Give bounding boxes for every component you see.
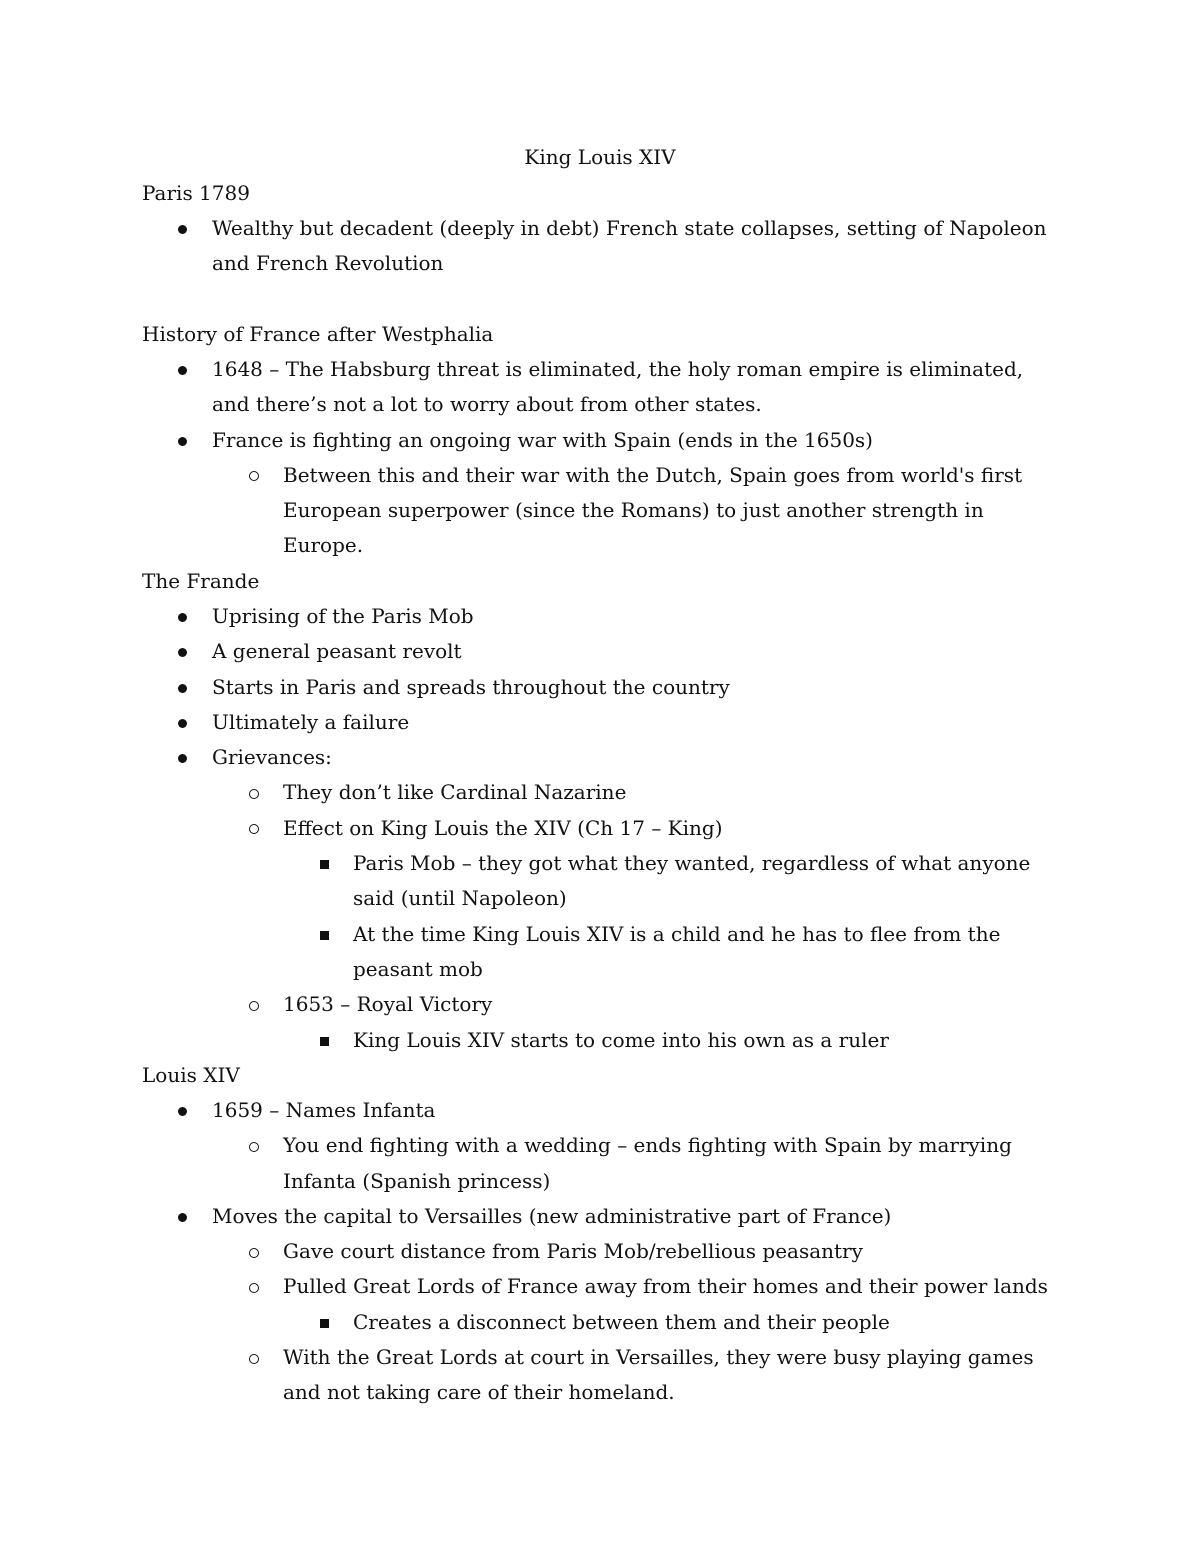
list-item: Starts in Paris and spreads throughout the country (142, 670, 1062, 705)
list-item: 1653 – Royal Victory (142, 987, 1062, 1022)
hollow-circle-bullet-icon (249, 811, 259, 846)
filled-circle-bullet-icon (178, 1093, 187, 1128)
list-item: Moves the capital to Versailles (new administrative part of France) (142, 1199, 1062, 1234)
section-heading: The Frande (142, 569, 260, 593)
list-item: Creates a disconnect between them and their people (142, 1305, 1062, 1340)
bullet-list (142, 211, 1062, 282)
bullet-list (142, 1093, 1062, 1411)
list-item: Paris Mob – they got what they wanted, regardless of what anyone said (until Napoleon) (142, 846, 1062, 917)
hollow-circle-bullet-icon (249, 987, 259, 1022)
section-paris-1789 (142, 176, 1062, 282)
hollow-circle-bullet-icon (249, 1340, 259, 1375)
list-item: King Louis XIV starts to come into his own as a ruler (142, 1023, 1062, 1058)
list-item: You end fighting with a wedding – ends fighting with Spain by marrying Infanta (Spanish princess) (142, 1128, 1062, 1199)
list-item: A general peasant revolt (142, 634, 1062, 669)
hollow-circle-bullet-icon (249, 1128, 259, 1163)
filled-circle-bullet-icon (178, 670, 187, 705)
hollow-circle-bullet-icon (249, 1269, 259, 1304)
list-item: France is fighting an ongoing war with Spain (ends in the 1650s) (142, 423, 1062, 458)
section-heading: Paris 1789 (142, 181, 250, 205)
filled-circle-bullet-icon (178, 634, 187, 669)
filled-circle-bullet-icon (178, 740, 187, 775)
section-the-frande (142, 564, 1062, 1058)
bullet-list (142, 352, 1062, 564)
filled-circle-bullet-icon (178, 599, 187, 634)
square-bullet-icon (320, 1305, 329, 1340)
list-item: Ultimately a failure (142, 705, 1062, 740)
section-heading: Louis XIV (142, 1063, 240, 1087)
section-history-of-france (142, 317, 1062, 564)
list-item: Wealthy but decadent (deeply in debt) French state collapses, setting of Napoleon and French Revolution (142, 211, 1062, 282)
list-item: Effect on King Louis the XIV (Ch 17 – King) (142, 811, 1062, 846)
section-louis-xiv (142, 1058, 1062, 1411)
filled-circle-bullet-icon (178, 352, 187, 387)
list-item: They don’t like Cardinal Nazarine (142, 775, 1062, 810)
hollow-circle-bullet-icon (249, 458, 259, 493)
list-item: Between this and their war with the Dutch, Spain goes from world's first European superpower (since the Romans) to just another strength in Europe. (142, 458, 1062, 564)
filled-circle-bullet-icon (178, 1199, 187, 1234)
list-item: Gave court distance from Paris Mob/rebellious peasantry (142, 1234, 1062, 1269)
list-item: 1648 – The Habsburg threat is eliminated, the holy roman empire is eliminated, and there’s not a lot to worry about from other states. (142, 352, 1062, 423)
hollow-circle-bullet-icon (249, 1234, 259, 1269)
list-item: With the Great Lords at court in Versailles, they were busy playing games and not taking care of their homeland. (142, 1340, 1062, 1411)
list-item: Grievances: (142, 740, 1062, 775)
document-title: King Louis XIV (524, 145, 676, 169)
filled-circle-bullet-icon (178, 705, 187, 740)
list-item: 1659 – Names Infanta (142, 1093, 1062, 1128)
list-item: Uprising of the Paris Mob (142, 599, 1062, 634)
hollow-circle-bullet-icon (249, 775, 259, 810)
bullet-list (142, 599, 1062, 1058)
square-bullet-icon (320, 1023, 329, 1058)
square-bullet-icon (320, 846, 329, 881)
square-bullet-icon (320, 917, 329, 952)
section-heading: History of France after Westphalia (142, 322, 494, 346)
filled-circle-bullet-icon (178, 211, 187, 246)
list-item: Pulled Great Lords of France away from their homes and their power lands (142, 1269, 1062, 1304)
filled-circle-bullet-icon (178, 423, 187, 458)
list-item: At the time King Louis XIV is a child and he has to flee from the peasant mob (142, 917, 1062, 988)
